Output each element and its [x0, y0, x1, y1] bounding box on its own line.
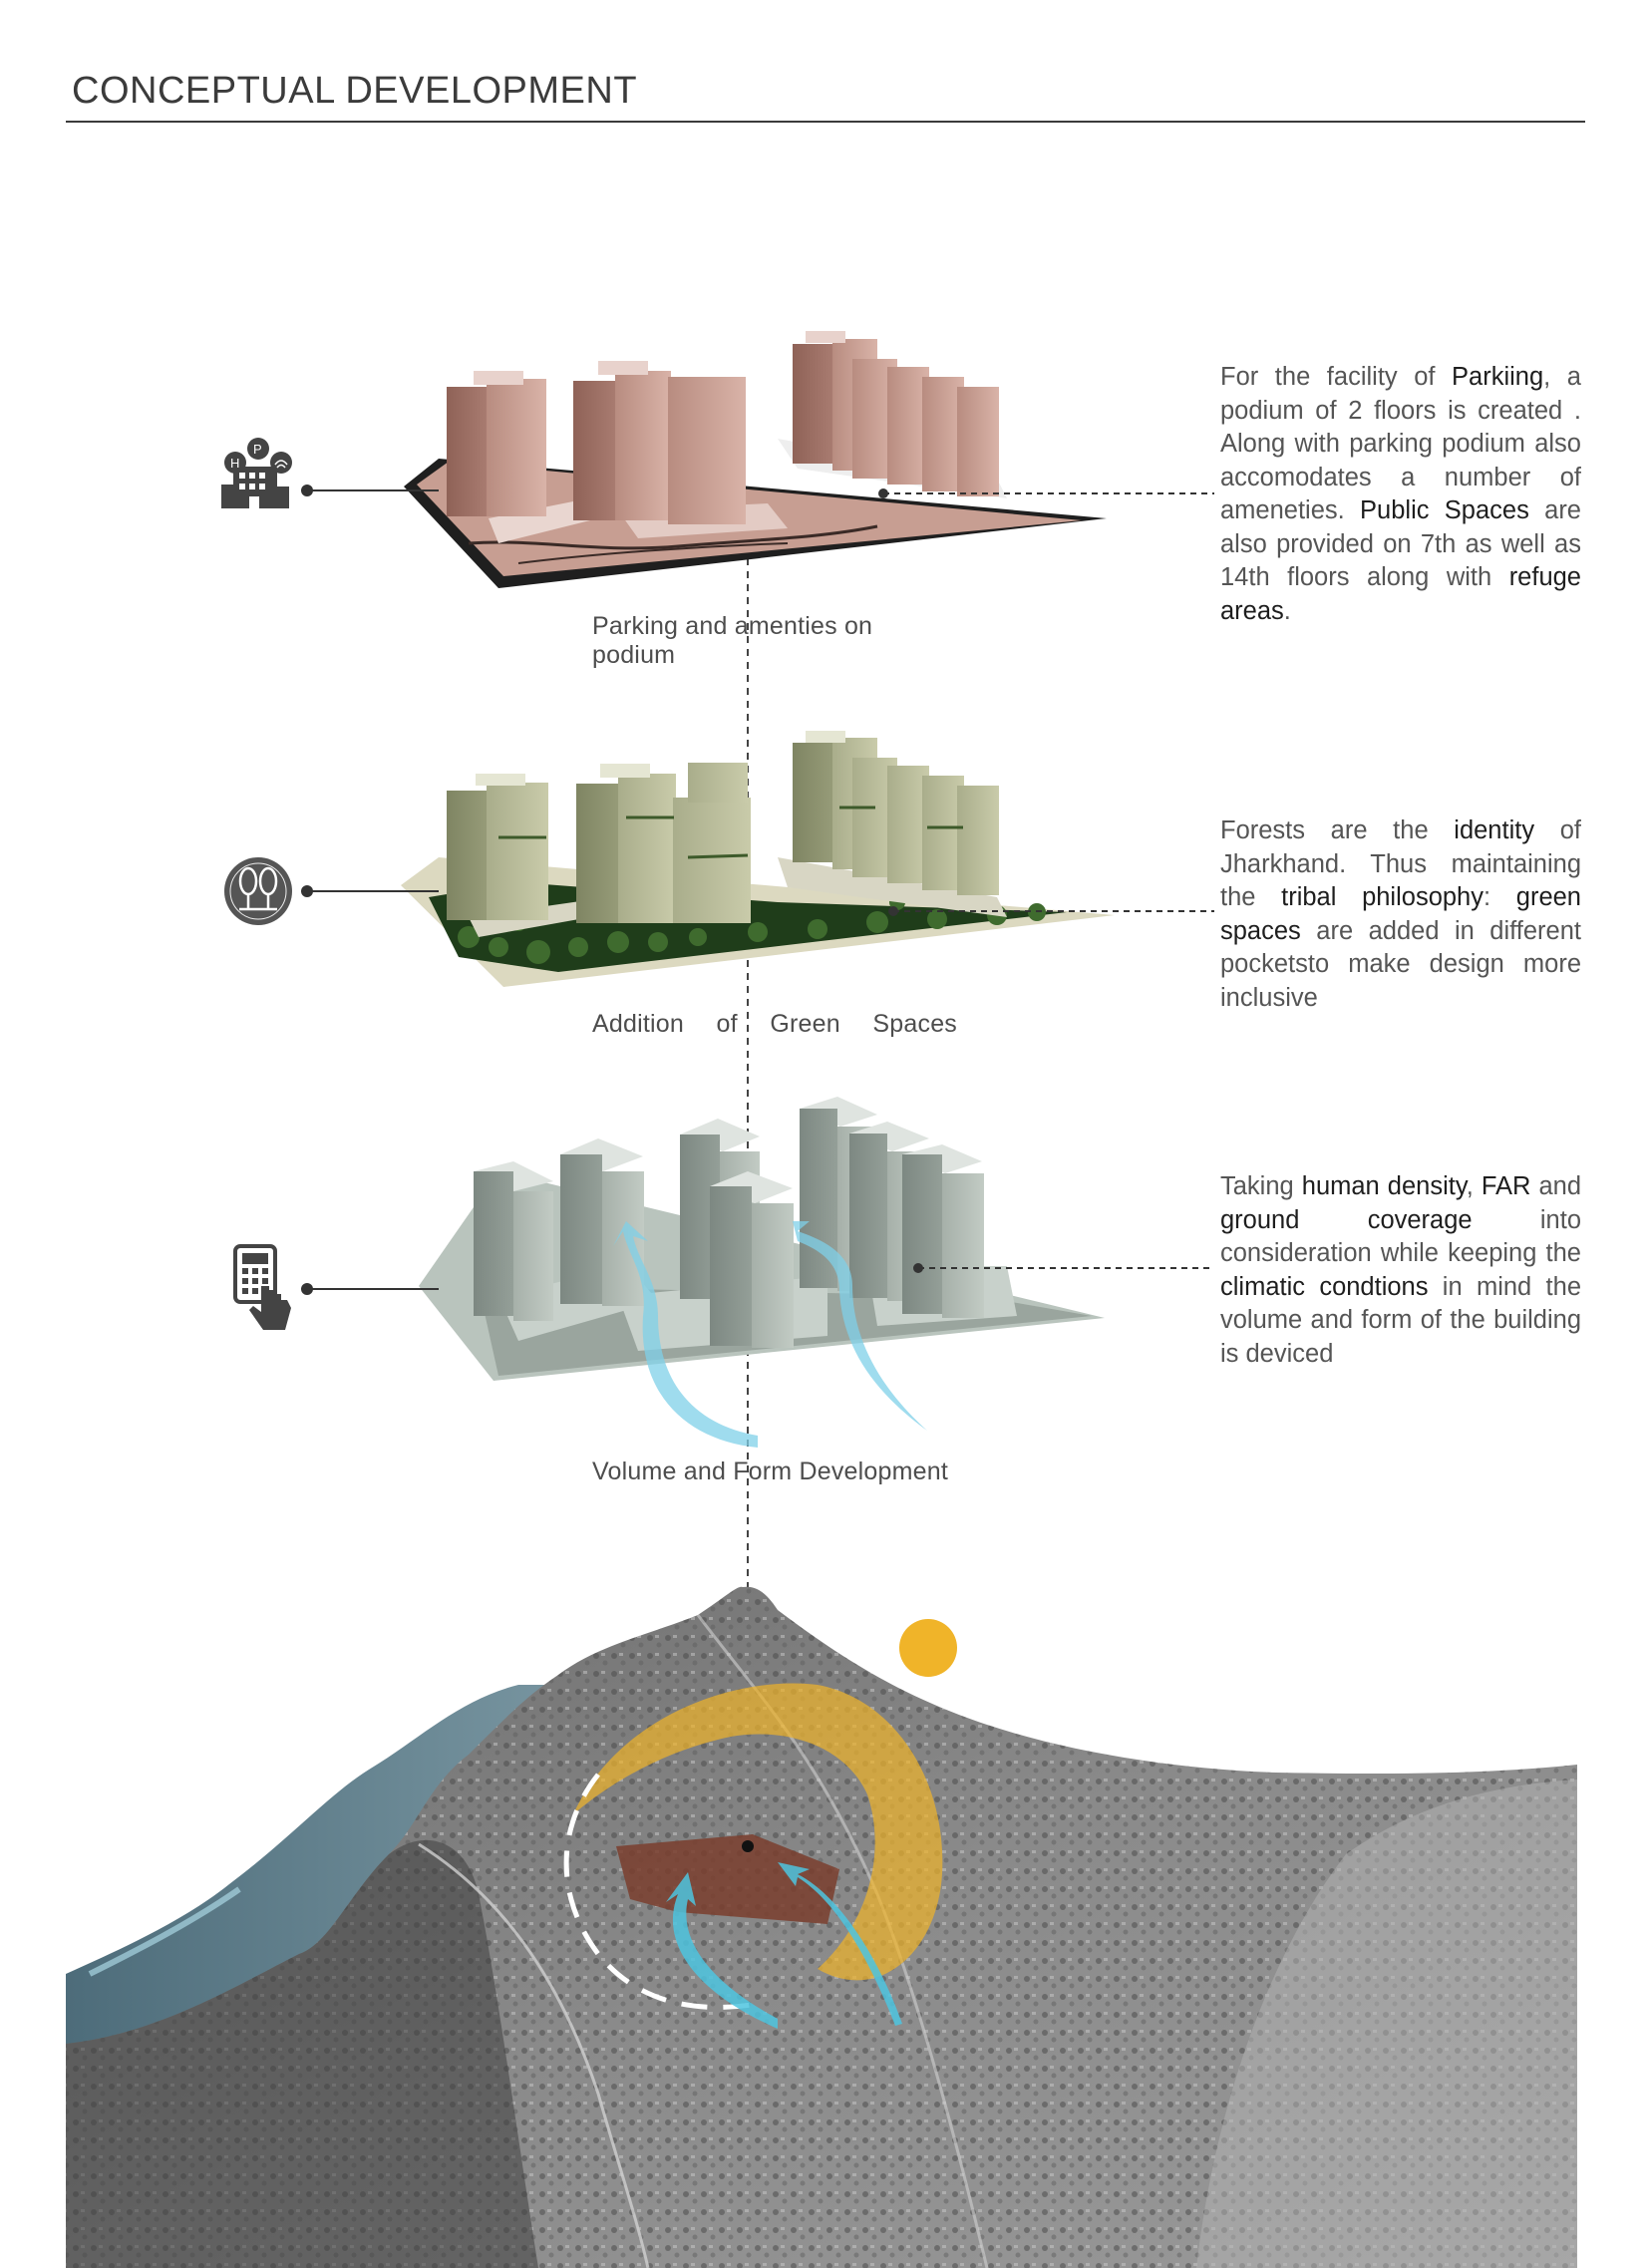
description-text: and — [1530, 1172, 1582, 1200]
description-text: For the facility of — [1220, 363, 1453, 391]
caption-volume-form: Volume and Form Development — [592, 1458, 948, 1485]
model-volume-form — [419, 1097, 1105, 1448]
description-keyword: tribal philosophy — [1281, 883, 1484, 911]
description-parking — [1220, 361, 1581, 628]
description-keyword: climatic condtions — [1220, 1272, 1429, 1301]
description-text: . — [1283, 596, 1291, 625]
page-title: CONCEPTUAL DEVELOPMENT — [72, 70, 638, 112]
description-text: are added in different pocketsto make design more inclusive — [1220, 916, 1581, 1012]
caption-green-spaces: Addition of Green Spaces — [592, 1010, 957, 1038]
svg-text:P: P — [253, 442, 262, 457]
svg-text:H: H — [230, 456, 240, 471]
description-keyword: green spaces — [1220, 883, 1581, 945]
sun-icon — [899, 1619, 957, 1677]
description-green-spaces — [1220, 814, 1581, 1015]
trees-icon — [224, 857, 292, 925]
site-marker — [742, 1840, 754, 1852]
calculator-hand-icon — [235, 1246, 291, 1330]
description-keyword: Parkiing — [1452, 363, 1544, 391]
parking-building-icon — [221, 438, 292, 508]
description-text: , — [1466, 1172, 1482, 1200]
description-volume-form — [1220, 1170, 1581, 1371]
description-text: , a podium of 2 floors is created . Along with parking podium also accomodates a number of ameneties. — [1220, 363, 1581, 524]
description-text: Taking — [1220, 1172, 1302, 1200]
description-keyword: refuge areas — [1220, 563, 1581, 625]
description-keyword: Public Spaces — [1360, 496, 1529, 524]
description-text: in mind the volume and form of the building is deviced — [1220, 1272, 1581, 1368]
description-text: into consideration while keeping the — [1220, 1205, 1581, 1267]
description-text: Forests are the — [1220, 816, 1455, 844]
description-text: of Jharkhand. Thus maintaining the — [1220, 816, 1581, 911]
model-green-spaces — [401, 731, 1115, 987]
description-text: : — [1484, 883, 1516, 911]
caption-parking: Parking and amenties on podium — [592, 612, 873, 669]
description-keyword: human density — [1301, 1172, 1467, 1200]
model-podium — [404, 331, 1107, 588]
description-text: are also provided on 7th as well as 14th floors along with — [1220, 496, 1581, 591]
description-keyword: identity — [1454, 816, 1535, 844]
description-keyword: ground coverage — [1220, 1205, 1473, 1234]
description-keyword: FAR — [1481, 1172, 1531, 1200]
